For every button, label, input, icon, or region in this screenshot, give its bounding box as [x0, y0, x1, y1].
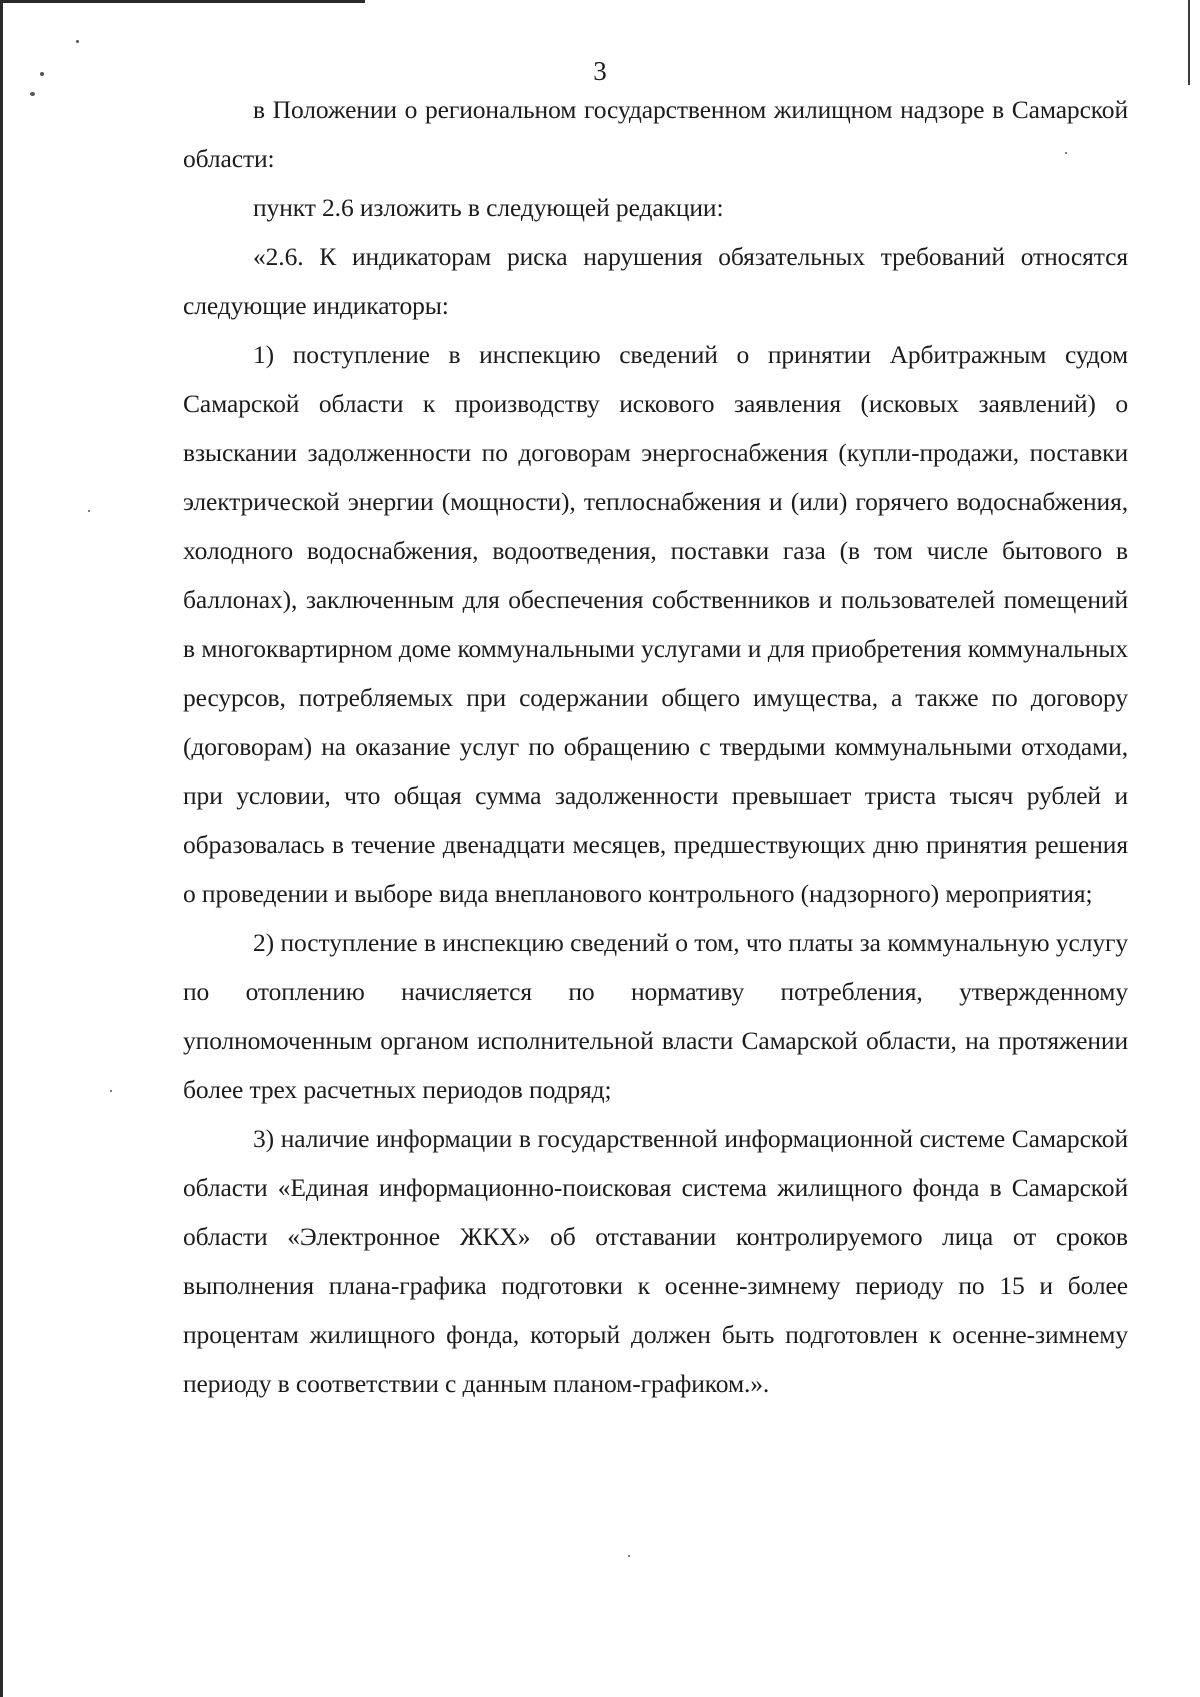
scan-speck: [30, 92, 35, 96]
scan-border-top: [0, 0, 365, 3]
scan-border-left: [0, 0, 3, 1697]
document-body: [183, 85, 1128, 1408]
scan-speck: [110, 1090, 112, 1092]
scan-speck: [628, 1555, 630, 1557]
paragraph-indicator-3: 3) наличие информации в государственной информационной системе Самарской области «Единая информационно-поисковая система жилищного фонда в Самарской области «Электронное ЖКХ» об отставании контролируемого лица от сроков выполнения плана-графика подготовки к осенне-зимнему периоду по 15 и более процентам жилищного фонда, который должен быть подготовлен к осенне-зимнему периоду в соответствии с данным планом-графиком.».: [183, 1124, 1128, 1398]
scan-speck: [76, 40, 79, 43]
paragraph-indicator-2: 2) поступление в инспекцию сведений о том, что платы за коммунальную услугу по отоплению начисляется по нормативу потребления, утвержденному уполномоченным органом исполнительной власти Самарской области, на протяжении более трех расчетных периодов подряд;: [183, 928, 1128, 1104]
paragraph-item-2-6: «2.6. К индикаторам риска нарушения обязательных требований относятся следующие индикаторы:: [183, 242, 1128, 320]
page-number: 3: [593, 56, 607, 86]
paragraph-instruction: пункт 2.6 изложить в следующей редакции:: [253, 193, 724, 222]
paragraph-intro: в Положении о региональном государственном жилищном надзоре в Самарской области:: [183, 95, 1128, 173]
paragraph-indicator-1: 1) поступление в инспекцию сведений о принятии Арбитражным судом Самарской области к производству искового заявления (исковых заявлений) о взыскании задолженности по договорам энергоснабжения (купли-продажи, поставки электрической энергии (мощности), теплоснабжения и (или) горячего водоснабжения, холодного водоснабжения, водоотведения, поставки газа (в том числе бытового в баллонах), заключенным для обеспечения собственников и пользователей помещений в многоквартирном доме коммунальными услугами и для приобретения коммунальных ресурсов, потребляемых при содержании общего имущества, а также по договору (договорам) на оказание услуг по обращению с твердыми коммунальными отходами, при условии, что общая сумма задолженности превышает триста тысяч рублей и образовалась в течение двенадцати месяцев, предшествующих дню принятия решения о проведении и выборе вида внепланового контрольного (надзорного) мероприятия;: [183, 340, 1128, 908]
scan-speck: [88, 510, 90, 512]
